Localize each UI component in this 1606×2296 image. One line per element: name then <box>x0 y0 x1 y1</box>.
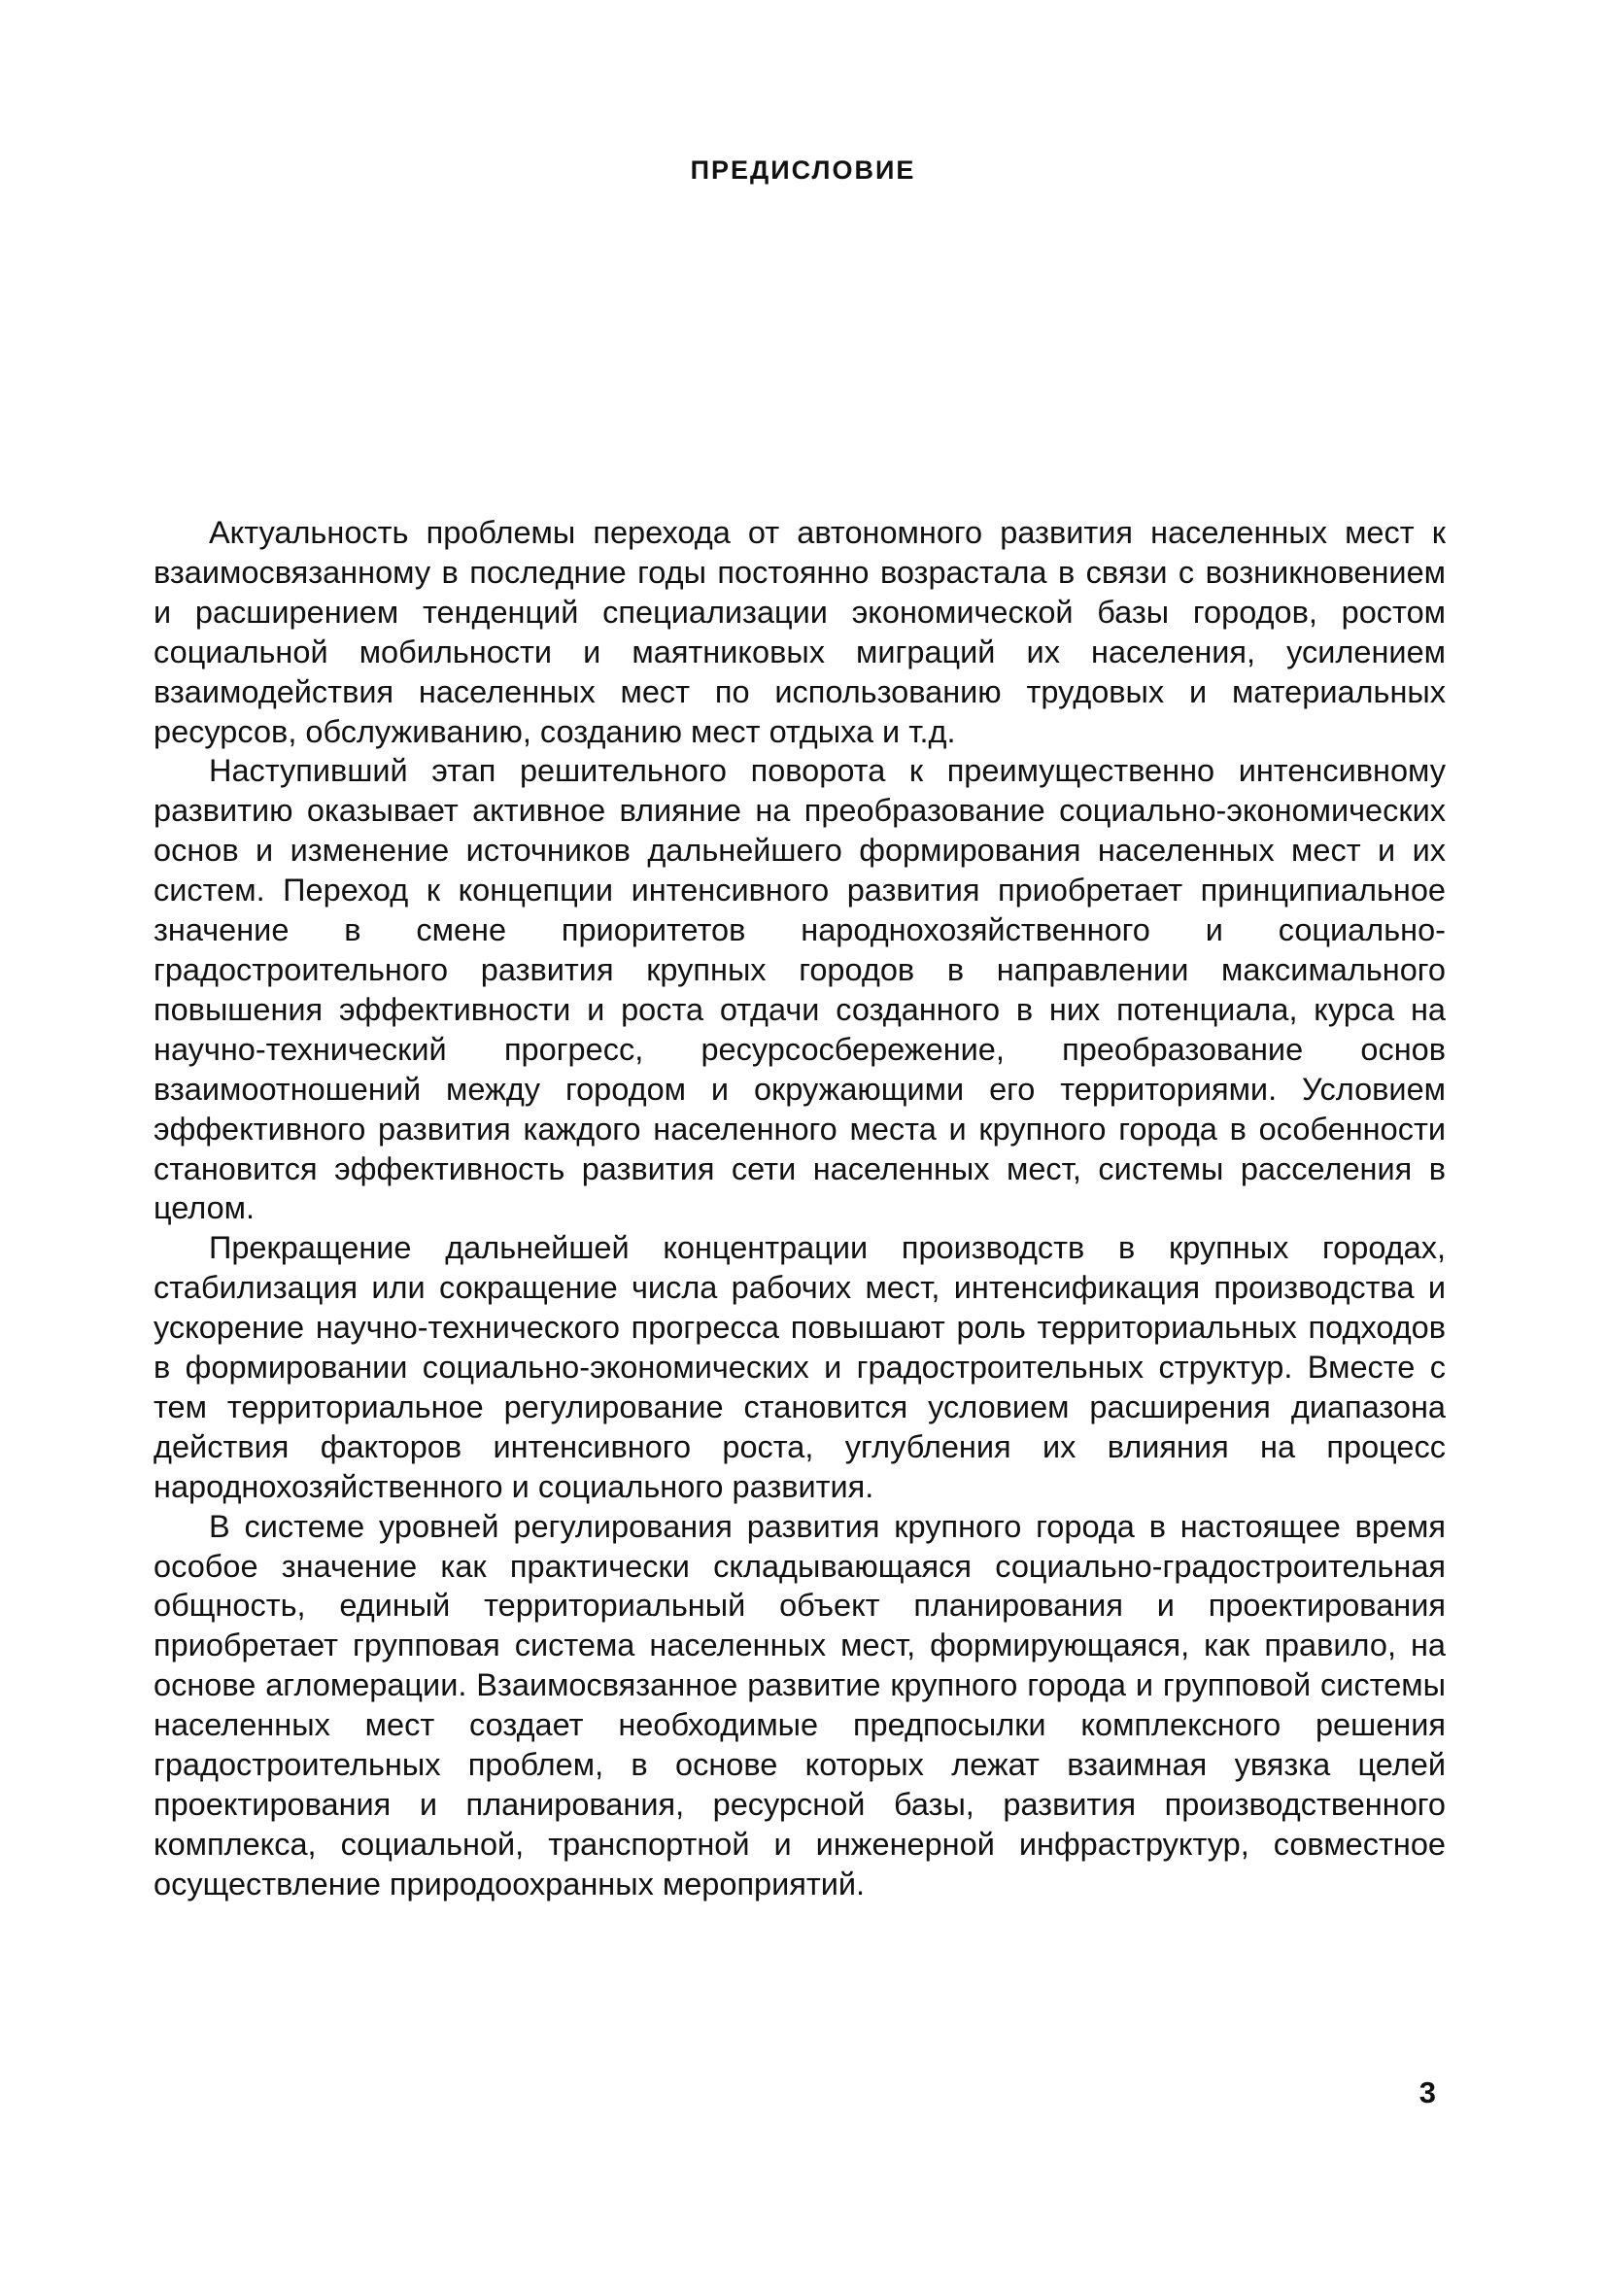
paragraph-2: Наступивший этап решительного поворота к преимущественно интенсивному развитию оказывает активное влияние на преобразование социально-экономических основ и изменение источников дальнейшего формирования населенных мест и их систем. Переход к концепции интенсивного развития приобретает принципиальное значение в смене приоритетов народнохозяйственного и социально-градостроительного развития крупных городов в направлении максимального повышения эффективности и роста отдачи созданного в них потенциала, курса на научно-технический прогресс, ресурсосбережение, преобразование основ взаимоотношений между городом и окружающими его территориями. Условием эффективного развития каждого населенного места и крупного города в особенности становится эффективность развития сети населенных мест, системы расселения в целом. <box>154 753 1446 1226</box>
paragraph-4: В системе уровней регулирования развития крупного города в настоящее время особое значение как практически складывающаяся социально-градостроительная общность, единый территориальный объект планирования и проектирования приобретает групповая система населенных мест, формирующаяся, как правило, на основе агломерации. Взаимосвязанное развитие крупного города и групповой системы населенных мест создает необходимые предпосылки комплексного решения градостроительных проблем, в основе которых лежат взаимная увязка целей проектирования и планирования, ресурсной базы, развития производственного комплекса, социальной, транспортной и инженерной инфраструктур, совместное осуществление природоохранных мероприятий. <box>154 1508 1446 1902</box>
page-number: 3 <box>1418 2075 1436 2109</box>
page-title: ПРЕДИСЛОВИЕ <box>690 155 916 185</box>
paragraph-3: Прекращение дальнейшей концентрации производств в крупных городах, стабилизация или сокращение числа рабочих мест, интенсификация производства и ускорение научно-технического прогресса повышают роль территориальных подходов в формировании социально-экономических и градостроительных структур. Вместе с тем территориальное регулирование становится условием расширения диапазона действия факторов интенсивного роста, углубления их влияния на процесс народнохозяйственного и социального развития. <box>154 1230 1446 1504</box>
paragraph-1: Актуальность проблемы перехода от автономного развития населенных мест к взаимосвязанному в последние годы постоянно возрастала в связи с возникновением и расширением тенденций специализации экономической базы городов, ростом социальной мобильности и маятниковых миграций их населения, усилением взаимодействия населенных мест по использованию трудовых и материальных ресурсов, обслуживанию, созданию мест отдыха и т.д. <box>154 515 1446 749</box>
body-text <box>154 513 1446 1904</box>
